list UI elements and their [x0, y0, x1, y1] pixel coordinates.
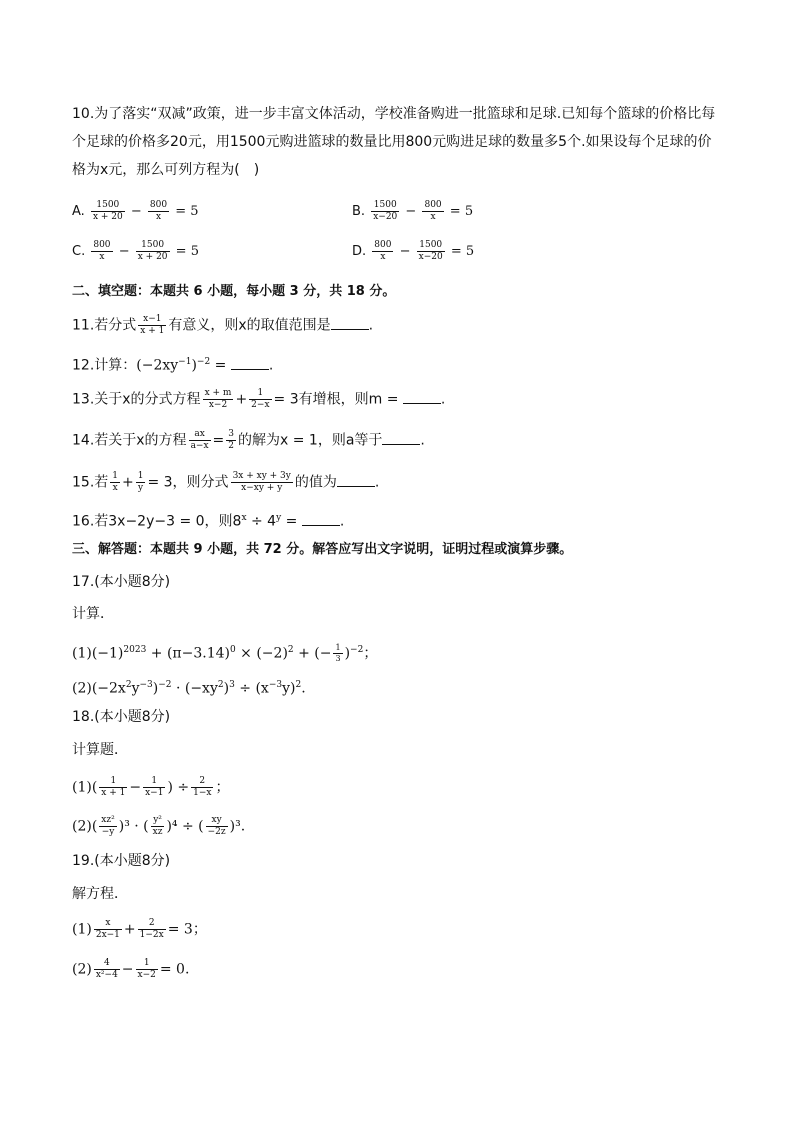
answer-blank[interactable] — [403, 389, 441, 404]
fraction: $\frac{3x + xy + 3y}{x-xy + y}$ — [232, 471, 291, 493]
fraction: $\frac{ax}{a-x}$ — [190, 429, 209, 451]
fraction: $\frac{1}{x-2}$ — [137, 958, 156, 980]
fraction: $\frac{2}{1-x}$ — [193, 776, 212, 798]
option-c: C. $\frac{800}{x}$ − $\frac{1500}{x + 20}$ = 5 — [72, 240, 199, 262]
question-19-part-2: (2) $\frac{4}{\text{x²−4}}$ − $\frac{1}{x-2}$ = 0. — [72, 958, 190, 980]
fraction: $\frac{2}{1-2x}$ — [139, 918, 164, 940]
question-19-title: 19.(本小题8分) — [72, 853, 171, 869]
answer-blank[interactable] — [331, 315, 369, 330]
fraction: $\frac{1}{x-1}$ — [145, 776, 164, 798]
question-13: 13.关于x的分式方程 $\frac{x + m}{x-2}$ + $\frac{1}{2-x}$ = 3有增根，则m = . — [72, 388, 446, 410]
option-a: A. $\frac{1500}{x + 20}$ − $\frac{800}{x}$ = 5 — [72, 200, 199, 222]
question-15: 15.若 $\frac{1}{x}$ + $\frac{1}{y}$ = 3，则分式 $\frac{3x + xy + 3y}{x-xy + y}$ 的值为 . — [72, 471, 380, 493]
answer-blank[interactable] — [231, 355, 269, 370]
section-2-heading: 二、填空题：本题共 6 小题，每小题 3 分，共 18 分。 — [72, 284, 396, 299]
question-18-part-2: (2)( $\frac{\text{xz²}}{-y}$ )³ · ( $\frac{\text{y²}}{xz}$ )⁴ ÷ ( $\frac{xy}{-2z}$ )³. — [72, 815, 246, 837]
question-11: 11.若分式 $\frac{x-1}{x + 1}$ 有意义，则x的取值范围是 . — [72, 314, 374, 336]
question-17-instruction: 计算． — [72, 606, 114, 622]
question-18-instruction: 计算题． — [72, 742, 128, 758]
question-19-instruction: 解方程． — [72, 886, 128, 902]
fraction: $\frac{1}{x}$ — [112, 471, 118, 493]
option-d: D. $\frac{800}{x}$ − $\frac{1500}{x-20}$ = 5 — [352, 240, 475, 262]
fraction: $\frac{800}{x}$ — [424, 200, 442, 222]
fraction: $\frac{1500}{x + 20}$ — [137, 240, 168, 262]
question-17-title: 17.(本小题8分) — [72, 574, 171, 590]
fraction: $\frac{1}{2-x}$ — [251, 388, 270, 410]
question-18-part-1: (1)( $\frac{1}{x + 1}$ − $\frac{1}{x-1}$ ) ÷ $\frac{2}{1-x}$ ； — [72, 776, 230, 798]
question-16: 16.若3x−2y−3 = 0，则$8^x \div 4^y$ = . — [72, 508, 344, 532]
answer-blank[interactable] — [302, 511, 340, 526]
question-18-title: 18.(本小题8分) — [72, 709, 171, 725]
option-b: B. $\frac{1500}{x-20}$ − $\frac{800}{x}$ = 5 — [352, 200, 474, 222]
fraction: $\frac{4}{\text{x²−4}}$ — [95, 958, 118, 980]
question-14: 14.若关于x的方程 $\frac{ax}{a-x}$ = $\frac{3}{2}$ 的解为x = 1，则a等于 . — [72, 429, 425, 451]
fraction: $\frac{1500}{x-20}$ — [418, 240, 443, 262]
question-17-part-2: $(2)(-2x^2y^{-3})^{-2} \cdot (-xy^2)^3 \div (x^{-3}y)^2$. — [72, 680, 306, 697]
answer-blank[interactable] — [382, 430, 420, 445]
fraction: $\frac{x}{2x-1}$ — [95, 918, 120, 940]
fraction: $\frac{1500}{x-20}$ — [373, 200, 398, 222]
fraction: $\frac{1500}{x + 20}$ — [92, 200, 123, 222]
fraction: $\frac{\text{y²}}{xz}$ — [152, 815, 163, 837]
question-17-part-1: $(1)(-1)^{2023} + (\pi-3.14)^0 \times (-2)^2$ + (− $\frac{1}{3}$ )$^{-2}$； — [72, 643, 378, 664]
fraction: $\frac{1}{x + 1}$ — [101, 776, 126, 798]
fraction: $\frac{x + m}{x-2}$ — [204, 388, 232, 410]
fraction: $\frac{3}{2}$ — [228, 429, 235, 451]
fraction: $\frac{800}{x}$ — [149, 200, 168, 222]
section-3-heading: 三、解答题：本题共 9 小题，共 72 分。解答应写出文字说明，证明过程或演算步骤。 — [72, 542, 573, 557]
fraction: $\frac{x-1}{x + 1}$ — [140, 314, 165, 336]
question-12: 12.计算：$(-2xy^{-1})^{-2}$ = . — [72, 352, 273, 376]
fraction: $\frac{xy}{-2z}$ — [207, 815, 226, 837]
fraction: $\frac{1}{y}$ — [137, 471, 144, 493]
fraction: $\frac{1}{3}$ — [335, 643, 341, 664]
question-10-text: 10.为了落实“双减”政策，进一步丰富文体活动，学校准备购进一批篮球和足球.已知每个篮球的价格比每个足球的价格多20元，用1500元购进篮球的数量比用800元购进足球的数量多5个.如果设每个足球的价格为x元，那么可列方程为( ) — [72, 106, 716, 178]
fraction: $\frac{800}{x}$ — [93, 240, 111, 262]
question-19-part-1: (1) $\frac{x}{2x-1}$ + $\frac{2}{1-2x}$ = 3； — [72, 918, 207, 940]
answer-blank[interactable] — [337, 472, 375, 487]
fraction: $\frac{800}{x}$ — [374, 240, 392, 262]
fraction: $\frac{\text{xz²}}{-y}$ — [101, 815, 115, 837]
